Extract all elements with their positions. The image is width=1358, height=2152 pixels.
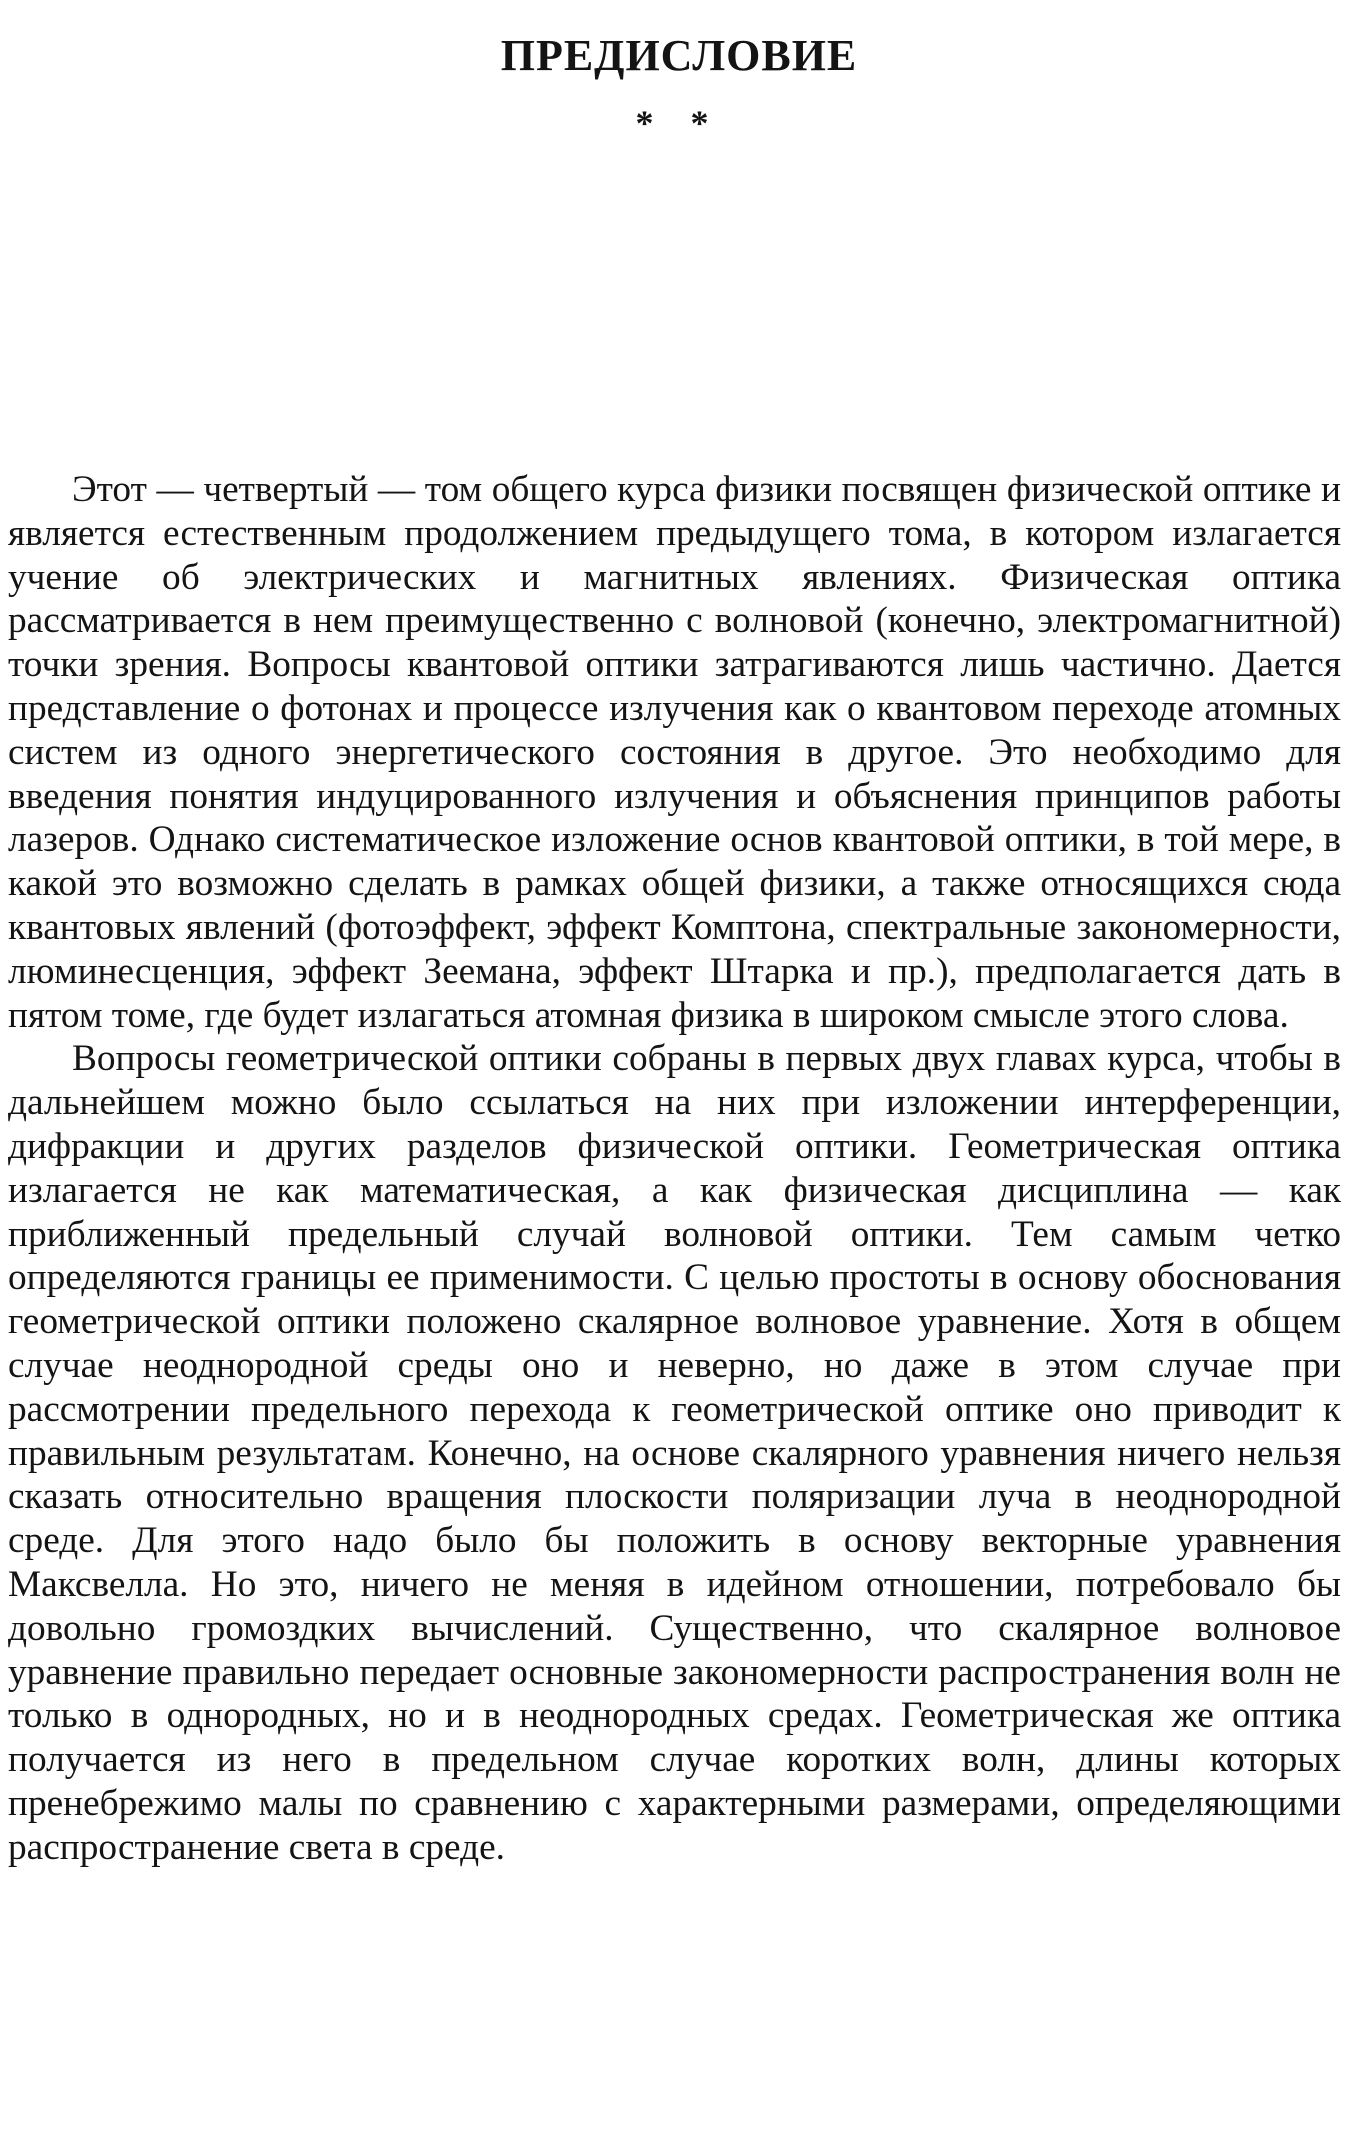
paragraph-1: Этот — четвертый — том общего курса физики посвящен физической оптике и является естественным продолжением предыдущего тома, в котором излагается учение об электрических и магнитных явлениях. Физическая оптика рассматривается в нем преимущественно с волновой (конечно, электромагнитной) точки зрения. Вопросы квантовой оптики затрагиваются лишь частично. Дается представление о фотонах и процессе излучения как о квантовом переходе атомных систем из одного энергетического состояния в другое. Это необходимо для введения понятия индуцированного излучения и объяснения принципов работы лазеров. Однако систематическое изложение основ квантовой оптики, в той мере, в какой это возможно сделать в рамках общей физики, а также относящихся сюда квантовых явлений (фотоэффект, эффект Комптона, спектральные закономерности, люминесценция, эффект Зеемана, эффект Штарка и пр.), предполагается дать в пятом томе, где будет излагаться атомная физика в широком смысле этого слова. (8, 469, 1341, 1036)
paragraph-2: Вопросы геометрической оптики собраны в первых двух главах курса, чтобы в дальнейшем можно было ссылаться на них при изложении интерференции, дифракции и других разделов физической оптики. Геометрическая оптика излагается не как математическая, а как физическая дисциплина — как приближенный предельный случай волновой оптики. Тем самым четко определяются границы ее применимости. С целью простоты в основу обоснования геометрической оптики положено скалярное волновое уравнение. Хотя в общем случае неоднородной среды оно и неверно, но даже в этом случае при рассмотрении предельного перехода к геометрической оптике оно приводит к правильным результатам. Конечно, на основе скалярного уравнения ничего нельзя сказать относительно вращения плоскости поляризации луча в неоднородной среде. Для этого надо было бы положить в основу векторные уравнения Максвелла. Но это, ничего не меняя в идейном отношении, потребовало бы довольно громоздких вычислений. Существенно, что скалярное волновое уравнение правильно передает основные закономерности распространения волн не только в однородных, но и в неоднородных средах. Геометрическая же оптика получается из него в предельном случае коротких волн, длины которых пренебрежимо малы по сравнению с характерными размерами, определяющими распространение света в среде. (8, 1038, 1341, 1868)
ornament-asterisks: * * (635, 103, 723, 143)
page-title: ПРЕДИСЛОВИЕ (500, 31, 858, 80)
preface-body (8, 468, 1341, 1870)
